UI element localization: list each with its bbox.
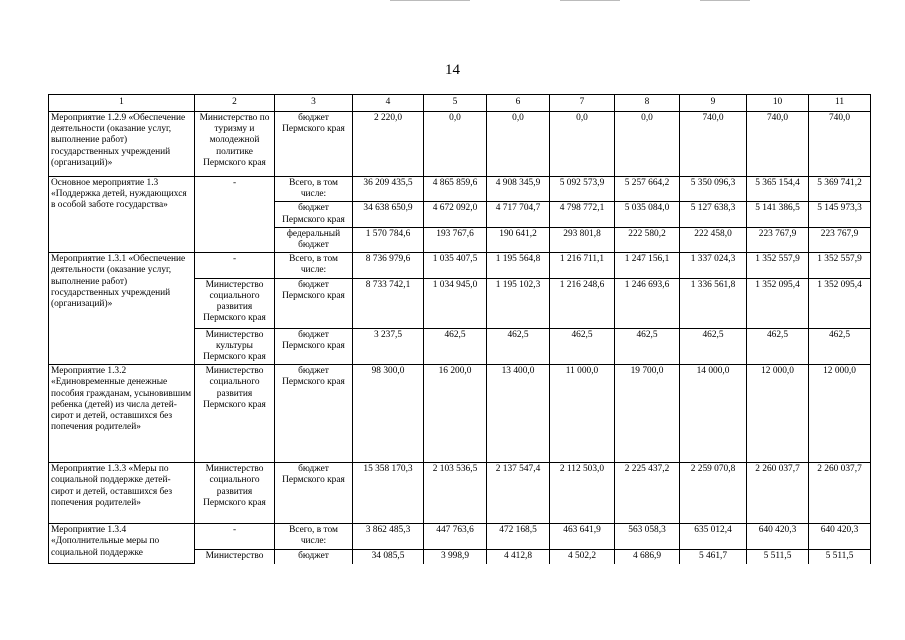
activity-name-cell: Мероприятие 1.3.4 «Дополнительные меры по социальной поддержке bbox=[49, 524, 195, 564]
funding-source-cell: бюджет Пермского края bbox=[275, 328, 353, 365]
amount-cell: 1 352 557,9 bbox=[747, 253, 809, 278]
amount-cell: 11 000,0 bbox=[550, 365, 615, 463]
amount-cell: 34 085,5 bbox=[353, 549, 424, 564]
header-cell: 7 bbox=[550, 95, 615, 112]
executor-cell: Министерство социального развития Пермского края bbox=[195, 365, 275, 463]
amount-cell: 0,0 bbox=[550, 112, 615, 177]
amount-cell: 640 420,3 bbox=[747, 524, 809, 549]
amount-cell: 4 908 345,9 bbox=[487, 177, 550, 202]
amount-cell: 2 112 503,0 bbox=[550, 463, 615, 524]
amount-cell: 462,5 bbox=[424, 328, 487, 365]
amount-cell: 462,5 bbox=[680, 328, 747, 365]
amount-cell: 1 246 693,6 bbox=[615, 278, 680, 328]
amount-cell: 8 736 979,6 bbox=[353, 253, 424, 278]
funding-source-cell: Всего, в том числе: bbox=[275, 177, 353, 202]
amount-cell: 3 862 485,3 bbox=[353, 524, 424, 549]
amount-cell: 5 369 741,2 bbox=[809, 177, 871, 202]
amount-cell: 190 641,2 bbox=[487, 227, 550, 252]
amount-cell: 2 260 037,7 bbox=[747, 463, 809, 524]
amount-cell: 15 358 170,3 bbox=[353, 463, 424, 524]
amount-cell: 5 127 638,3 bbox=[680, 202, 747, 227]
table-row bbox=[49, 365, 871, 463]
header-cell: 5 bbox=[424, 95, 487, 112]
amount-cell: 4 798 772,1 bbox=[550, 202, 615, 227]
amount-cell: 223 767,9 bbox=[809, 227, 871, 252]
header-cell: 2 bbox=[195, 95, 275, 112]
amount-cell: 36 209 435,5 bbox=[353, 177, 424, 202]
amount-cell: 5 145 973,3 bbox=[809, 202, 871, 227]
amount-cell: 1 195 102,3 bbox=[487, 278, 550, 328]
header-cell: 11 bbox=[809, 95, 871, 112]
amount-cell: 0,0 bbox=[487, 112, 550, 177]
amount-cell: 12 000,0 bbox=[809, 365, 871, 463]
header-cell: 3 bbox=[275, 95, 353, 112]
amount-cell: 4 502,2 bbox=[550, 549, 615, 564]
amount-cell: 5 141 386,5 bbox=[747, 202, 809, 227]
amount-cell: 293 801,8 bbox=[550, 227, 615, 252]
amount-cell: 740,0 bbox=[680, 112, 747, 177]
amount-cell: 12 000,0 bbox=[747, 365, 809, 463]
amount-cell: 0,0 bbox=[424, 112, 487, 177]
amount-cell: 1 247 156,1 bbox=[615, 253, 680, 278]
amount-cell: 5 257 664,2 bbox=[615, 177, 680, 202]
amount-cell: 740,0 bbox=[809, 112, 871, 177]
amount-cell: 1 216 248,6 bbox=[550, 278, 615, 328]
amount-cell: 462,5 bbox=[615, 328, 680, 365]
amount-cell: 4 412,8 bbox=[487, 549, 550, 564]
funding-source-cell: бюджет Пермского края bbox=[275, 112, 353, 177]
amount-cell: 462,5 bbox=[487, 328, 550, 365]
table-row bbox=[49, 463, 871, 524]
amount-cell: 13 400,0 bbox=[487, 365, 550, 463]
amount-cell: 34 638 650,9 bbox=[353, 202, 424, 227]
funding-source-cell: бюджет Пермского края bbox=[275, 463, 353, 524]
amount-cell: 462,5 bbox=[747, 328, 809, 365]
executor-cell: - bbox=[195, 177, 275, 253]
header-cell: 4 bbox=[353, 95, 424, 112]
header-cell: 10 bbox=[747, 95, 809, 112]
amount-cell: 640 420,3 bbox=[809, 524, 871, 549]
amount-cell: 1 195 564,8 bbox=[487, 253, 550, 278]
amount-cell: 1 034 945,0 bbox=[424, 278, 487, 328]
amount-cell: 2 225 437,2 bbox=[615, 463, 680, 524]
amount-cell: 19 700,0 bbox=[615, 365, 680, 463]
amount-cell: 5 511,5 bbox=[809, 549, 871, 564]
amount-cell: 223 767,9 bbox=[747, 227, 809, 252]
amount-cell: 3 998,9 bbox=[424, 549, 487, 564]
header-cell: 6 bbox=[487, 95, 550, 112]
amount-cell: 16 200,0 bbox=[424, 365, 487, 463]
amount-cell: 1 337 024,3 bbox=[680, 253, 747, 278]
amount-cell: 2 103 536,5 bbox=[424, 463, 487, 524]
funding-source-cell: бюджет Пермского края bbox=[275, 278, 353, 328]
amount-cell: 563 058,3 bbox=[615, 524, 680, 549]
amount-cell: 8 733 742,1 bbox=[353, 278, 424, 328]
amount-cell: 2 220,0 bbox=[353, 112, 424, 177]
header-row bbox=[49, 95, 871, 112]
scan-edge-line bbox=[700, 0, 750, 1]
amount-cell: 1 352 095,4 bbox=[809, 278, 871, 328]
header-cell: 9 bbox=[680, 95, 747, 112]
amount-cell: 4 686,9 bbox=[615, 549, 680, 564]
amount-cell: 193 767,6 bbox=[424, 227, 487, 252]
header-cell: 8 bbox=[615, 95, 680, 112]
amount-cell: 14 000,0 bbox=[680, 365, 747, 463]
amount-cell: 5 461,7 bbox=[680, 549, 747, 564]
amount-cell: 1 352 095,4 bbox=[747, 278, 809, 328]
scan-edge-line bbox=[390, 0, 470, 1]
amount-cell: 1 035 407,5 bbox=[424, 253, 487, 278]
amount-cell: 5 350 096,3 bbox=[680, 177, 747, 202]
funding-source-cell: федеральный бюджет bbox=[275, 227, 353, 252]
amount-cell: 2 137 547,4 bbox=[487, 463, 550, 524]
amount-cell: 0,0 bbox=[615, 112, 680, 177]
page-number: 14 bbox=[445, 62, 460, 78]
table-row bbox=[49, 177, 871, 202]
activity-name-cell: Мероприятие 1.2.9 «Обеспечение деятельности (оказание услуг, выполнение работ) государственных учреждений (организаций)» bbox=[49, 112, 195, 177]
amount-cell: 740,0 bbox=[747, 112, 809, 177]
amount-cell: 2 260 037,7 bbox=[809, 463, 871, 524]
table-row bbox=[49, 253, 871, 278]
amount-cell: 5 092 573,9 bbox=[550, 177, 615, 202]
executor-cell: - bbox=[195, 524, 275, 549]
amount-cell: 462,5 bbox=[809, 328, 871, 365]
amount-cell: 4 865 859,6 bbox=[424, 177, 487, 202]
amount-cell: 5 511,5 bbox=[747, 549, 809, 564]
table-row bbox=[49, 524, 871, 549]
activity-name-cell: Мероприятие 1.3.1 «Обеспечение деятельности (оказание услуг, выполнение работ) государственных учреждений (организаций)» bbox=[49, 253, 195, 365]
executor-cell: Министерство bbox=[195, 549, 275, 564]
amount-cell: 635 012,4 bbox=[680, 524, 747, 549]
amount-cell: 2 259 070,8 bbox=[680, 463, 747, 524]
amount-cell: 4 717 704,7 bbox=[487, 202, 550, 227]
amount-cell: 5 365 154,4 bbox=[747, 177, 809, 202]
table-row bbox=[49, 112, 871, 177]
header-cell: 1 bbox=[49, 95, 195, 112]
funding-source-cell: бюджет Пермского края bbox=[275, 365, 353, 463]
executor-cell: Министерство социального развития Пермского края bbox=[195, 463, 275, 524]
funding-source-cell: бюджет bbox=[275, 549, 353, 564]
amount-cell: 222 580,2 bbox=[615, 227, 680, 252]
funding-source-cell: бюджет Пермского края bbox=[275, 202, 353, 227]
executor-cell: Министерство социального развития Пермского края bbox=[195, 278, 275, 328]
activity-name-cell: Мероприятие 1.3.3 «Меры по социальной поддержке детей-сирот и детей, оставшихся без попечения родителей» bbox=[49, 463, 195, 524]
amount-cell: 5 035 084,0 bbox=[615, 202, 680, 227]
amount-cell: 1 336 561,8 bbox=[680, 278, 747, 328]
amount-cell: 463 641,9 bbox=[550, 524, 615, 549]
amount-cell: 447 763,6 bbox=[424, 524, 487, 549]
amount-cell: 472 168,5 bbox=[487, 524, 550, 549]
executor-cell: - bbox=[195, 253, 275, 278]
activity-name-cell: Мероприятие 1.3.2 «Единовременные денежные пособия гражданам, усыновившим ребенка (детей) из числа детей-сирот и детей, оставшихся без попечения родителей» bbox=[49, 365, 195, 463]
budget-table bbox=[48, 94, 871, 564]
amount-cell: 3 237,5 bbox=[353, 328, 424, 365]
amount-cell: 222 458,0 bbox=[680, 227, 747, 252]
amount-cell: 4 672 092,0 bbox=[424, 202, 487, 227]
funding-source-cell: Всего, в том числе: bbox=[275, 524, 353, 549]
amount-cell: 98 300,0 bbox=[353, 365, 424, 463]
amount-cell: 1 216 711,1 bbox=[550, 253, 615, 278]
activity-name-cell: Основное мероприятие 1.3 «Поддержка детей, нуждающихся в особой заботе государства» bbox=[49, 177, 195, 253]
amount-cell: 462,5 bbox=[550, 328, 615, 365]
executor-cell: Министерство по туризму и молодежной политике Пермского края bbox=[195, 112, 275, 177]
scan-edge-line bbox=[560, 0, 620, 1]
amount-cell: 1 570 784,6 bbox=[353, 227, 424, 252]
executor-cell: Министерство культуры Пермского края bbox=[195, 328, 275, 365]
funding-source-cell: Всего, в том числе: bbox=[275, 253, 353, 278]
amount-cell: 1 352 557,9 bbox=[809, 253, 871, 278]
